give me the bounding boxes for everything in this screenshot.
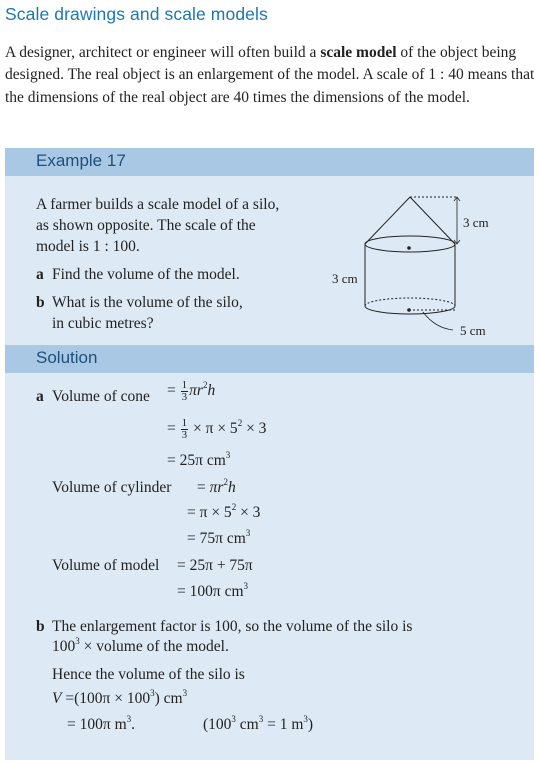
unit-conversion-note: ($100^3$ $cm^3 = 1$ $m^3$) — [203, 714, 314, 733]
cylinder-volume-label: Volume of cylinder — [52, 479, 172, 496]
intro-text-1: A designer, architect or engineer will often build a — [5, 44, 321, 61]
part-a-label: a — [36, 266, 44, 283]
cone-result: = 25π $cm^3$ — [167, 450, 231, 469]
frac-num: 1 — [181, 379, 188, 391]
example-title: Example 17 — [36, 151, 126, 170]
cylinder-step-2: = $\pi \times 5^2 \times 3$ — [187, 502, 261, 521]
sol-b-line-2: $100^3$ × volume of the model. — [52, 636, 229, 655]
cylinder-formula: = $\pi r^2h$ — [197, 477, 236, 496]
part-b-line-1: What is the volume of the silo, — [52, 294, 243, 311]
fraction-one-third-2: $\frac{1}{3}$ — [181, 417, 188, 441]
cylinder-height-label: 3 cm — [332, 271, 358, 286]
hence-line: Hence the volume of the silo is — [52, 666, 245, 683]
part-b-line-2: in cubic metres? — [52, 315, 154, 332]
intro-bold-term: scale model — [320, 44, 397, 61]
sol-b-label: b — [36, 618, 45, 635]
model-result: = 100π $cm^3$ — [177, 581, 249, 600]
cylinder-result: = 75π $cm^3$ — [187, 528, 251, 547]
cone-volume-label: Volume of cone — [52, 388, 150, 405]
fraction-one-third — [181, 380, 189, 403]
part-b-label: b — [36, 294, 45, 311]
frac-den: 3 — [181, 391, 188, 403]
question-line-3: model is 1 : 100. — [36, 238, 140, 255]
example-header-bar — [5, 148, 534, 176]
solution-header-bar — [5, 345, 534, 373]
cone-height-label: 3 cm — [463, 215, 489, 230]
sol-b-line-1: The enlargement factor is 100, so the volume of the silo is — [52, 618, 413, 635]
section-heading: Scale drawings and scale models — [5, 4, 268, 24]
question-line-1: A farmer builds a scale model of a silo, — [36, 196, 280, 213]
radius-label: 5 cm — [460, 323, 486, 338]
cone-formula: = $\frac{1}{3}$ $\pi r^2h$ — [167, 379, 216, 403]
solution-title: Solution — [36, 348, 98, 367]
silo-volume-result: = 100π $m^3$. — [67, 714, 135, 733]
intro-text-2: of the object being designed. The real object is an enlargement of the model. A scale of 1 : 40 means that the dimensions of the real object are 40 times the dimensions of the model. — [5, 44, 535, 106]
sol-a-label: a — [36, 388, 44, 405]
intro-paragraph — [5, 42, 535, 109]
part-a-text: Find the volume of the model. — [52, 266, 240, 283]
model-formula: = 25π + 75π — [177, 557, 253, 574]
example-box — [5, 148, 534, 760]
silo-volume-formula: $V =(100\pi \times 100^3)$ $cm^3$ — [52, 688, 188, 707]
question-line-2: as shown opposite. The scale of the — [36, 217, 256, 234]
cone-step-2: = $\frac{1}{3}$ × $\pi \times 5^2 \times 3$ — [167, 417, 267, 441]
model-volume-label: Volume of model — [52, 557, 160, 574]
